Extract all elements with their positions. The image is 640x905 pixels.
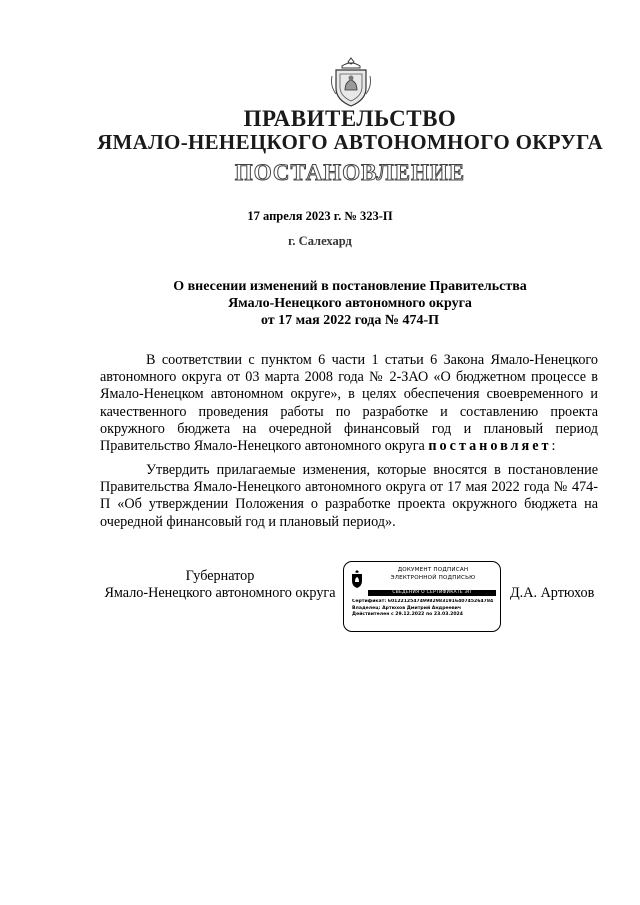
subject-line: Ямало-Ненецкого автономного округа xyxy=(228,296,472,311)
paragraph-end: : xyxy=(551,438,556,455)
position-line: Ямало-Ненецкого автономного округа xyxy=(104,585,336,601)
org-name-line1: ПРАВИТЕЛЬСТВО xyxy=(243,106,457,131)
org-name-line2: ЯМАЛО-НЕНЕЦКОГО АВТОНОМНОГО ОКРУГА xyxy=(97,130,603,154)
stamp-certificate: Сертификат: 601221254749982983191640745264784 xyxy=(352,599,494,604)
electronic-signature-stamp xyxy=(343,561,501,632)
subject-line: О внесении изменений в постановление Правительства xyxy=(173,279,527,294)
document-subject xyxy=(150,278,550,329)
document-type: ПОСТАНОВЛЕНИЕ xyxy=(234,160,466,185)
stamp-owner: Владелец: Артюхов Дмитрий Андреевич xyxy=(352,605,462,611)
subject-line: от 17 мая 2022 года № 474-П xyxy=(260,313,439,328)
stamp-validity: Действителен с 29.12.2022 по 23.03.2024 xyxy=(352,612,463,618)
emblem-icon xyxy=(350,570,364,588)
body-paragraph-2 xyxy=(100,462,598,531)
signatory-name: Д.А. Артюхов xyxy=(510,585,595,601)
paragraph-text: Утвердить прилагаемые изменения, которые вносятся в постановление Правительства Ямало-Ненецкого автономного округа от 17 мая 2022 года № 474-П «Об утверждении Положения о разработке проекта окружного бюджета на очередной финансовый год и плановый период». xyxy=(100,462,598,530)
body-paragraph-1 xyxy=(100,352,598,455)
city: г. Салехард xyxy=(288,234,352,248)
paragraph-text: В соответствии с пунктом 6 части 1 статьи 6 Закона Ямало-Ненецкого автономного округа от 03 марта 2008 года № 2-ЗАО «О бюджетном процессе в Ямало-Ненецком автономном округе», в целях обеспечения своевременного и качественного проведения работы по разработке и составлению проекта окружного бюджета на очередной финансовый год и плановый период Правительство Ямало-Ненецкого автономного округа xyxy=(100,352,598,455)
resolution-keyword: постановляет xyxy=(428,438,552,455)
coat-of-arms-emblem xyxy=(328,56,374,108)
stamp-certificate-bar: СВЕДЕНИЯ О СЕРТИФИКАТЕ ЭП xyxy=(368,590,496,596)
date-and-number: 17 апреля 2023 г. № 323-П xyxy=(247,209,393,223)
stamp-title-line: ДОКУМЕНТ ПОДПИСАН xyxy=(397,567,469,573)
stamp-title xyxy=(368,567,498,582)
stamp-certificate-details xyxy=(352,599,497,619)
position-line: Губернатор xyxy=(185,568,255,584)
stamp-title-line: ЭЛЕКТРОННОЙ ПОДПИСЬЮ xyxy=(390,574,476,581)
signatory-position xyxy=(100,568,340,602)
